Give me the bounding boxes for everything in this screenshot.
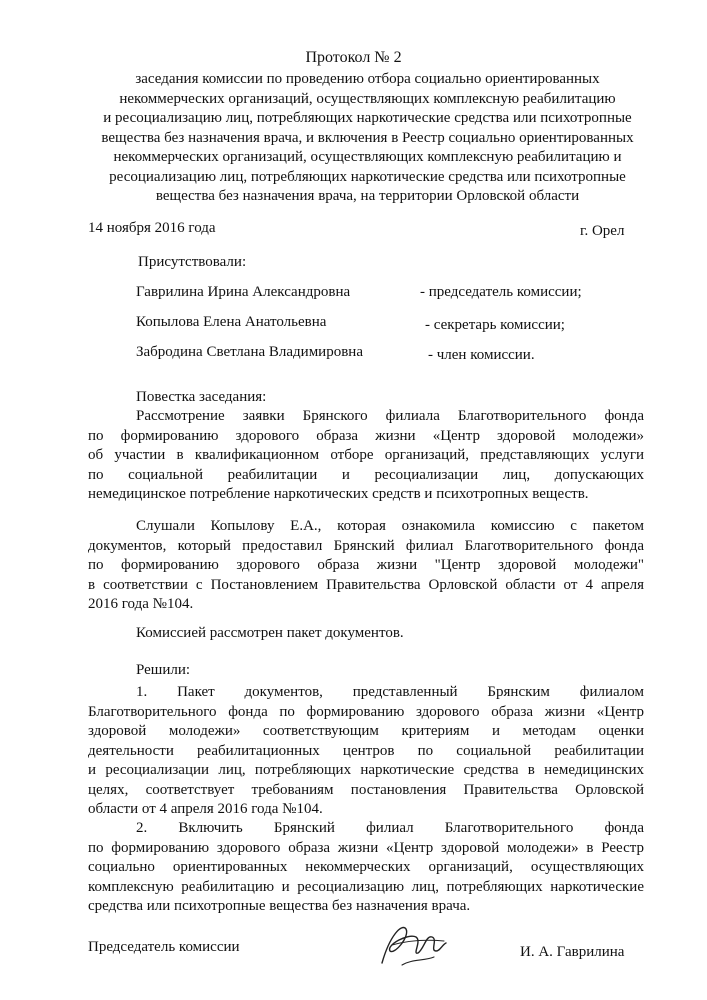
heading-line: заседания комиссии по проведению отбора социально ориентированных (135, 71, 600, 87)
signatory-name: И. А. Гаврилина (520, 944, 625, 960)
member-name: Забродина Светлана Владимировна (136, 344, 363, 360)
heading-line: ресоциализацию лиц, потребляющих наркотические средства или психотропные (109, 168, 626, 185)
agenda-label: Повестка заседания: (136, 389, 267, 405)
agenda-line: Рассмотрение заявки Брянского филиала Благотворительного фонда (136, 408, 644, 424)
decision-line: деятельности реабилитационных центров по социальной реабилитации (88, 742, 644, 759)
agenda-line: по формированию здорового образа жизни «Центр здоровой молодежи» (88, 427, 644, 444)
handwritten-signature-icon (372, 915, 452, 975)
decision-line: и ресоциализации лиц, потребляющих наркотические средства в немедицинских (88, 762, 644, 778)
heard-line: документов, который предоставил Брянский филиал Благотворительного фонда (88, 537, 644, 554)
decision-line: по формированию здорового образа жизни «Центр здоровой молодежи» в Реестр (88, 839, 644, 856)
heard-line: 2016 года №104. (88, 596, 194, 612)
heard-line: Слушали Копылову Е.А., которая ознакомила комиссию с пакетом (136, 518, 644, 534)
decision-line: средства или психотропные вещества без назначения врача. (88, 898, 471, 914)
meeting-date: 14 ноября 2016 года (88, 220, 216, 236)
decision-line: Благотворительного фонда по формированию здорового образа жизни «Центр (88, 703, 644, 720)
member-role: - член комиссии. (428, 347, 535, 363)
member-role: - председатель комиссии; (420, 284, 582, 300)
decision-line: здоровой молодежи» соответствующим критериям и методам оценки (88, 723, 644, 739)
heard-paragraph (88, 517, 644, 615)
reviewed-paragraph (88, 624, 644, 644)
heading-line: вещества без назначения врача, на территории Орловской области (155, 188, 580, 204)
decision-line: 1. Пакет документов, представленный Брянским филиалом (136, 684, 644, 700)
reviewed-text: Комиссией рассмотрен пакет документов. (136, 625, 404, 641)
decision-1 (88, 683, 644, 820)
document-heading (95, 70, 640, 207)
heard-line: по формированию здорового образа жизни "Центр здоровой молодежи" (88, 557, 644, 573)
document-title: Протокол № 2 (305, 49, 402, 66)
member-role: - секретарь комиссии; (425, 317, 565, 333)
decision-line: 2. Включить Брянский филиал Благотворительного фонда (136, 820, 644, 836)
agenda-line: по социальной реабилитации и ресоциализации лиц, допускающих (88, 466, 644, 483)
signatory-position: Председатель комиссии (88, 939, 240, 955)
decided-paragraph (88, 661, 644, 681)
agenda-paragraph (88, 407, 644, 505)
agenda-line: об участии в квалификационном отборе организаций, представляющих услуги (88, 447, 644, 463)
member-name: Копылова Елена Анатольевна (136, 314, 327, 330)
agenda-line: немедицинское потребление наркотических средств и психотропных веществ. (88, 486, 589, 502)
decision-line: области от 4 апреля 2016 года №104. (88, 801, 323, 817)
decision-line: социально ориентированных некоммерческих организаций, осуществляющих (88, 859, 644, 875)
meeting-city: г. Орел (580, 223, 625, 239)
decision-line: комплексную реабилитацию и ресоциализацию лиц, потребляющих наркотические (88, 878, 644, 895)
heading-line: некоммерческих организаций, осуществляющих комплексную реабилитацию и (113, 149, 622, 165)
present-label: Присутствовали: (138, 254, 247, 270)
heading-line: вещества без назначения врача, и включения в Реестр социально ориентированных (101, 129, 634, 146)
heard-line: в соответствии с Постановлением Правительства Орловской области от 4 апреля (88, 576, 644, 593)
decision-line: целях, соответствует требованиям постановления Правительства Орловской (88, 781, 644, 798)
heading-line: и ресоциализацию лиц, потребляющих наркотические средства или психотропные (103, 110, 632, 126)
heading-line: некоммерческих организаций, осуществляющих комплексную реабилитацию (119, 90, 616, 107)
decision-2 (88, 819, 644, 917)
decided-label: Решили: (136, 662, 191, 678)
member-name: Гаврилина Ирина Александровна (136, 284, 351, 300)
